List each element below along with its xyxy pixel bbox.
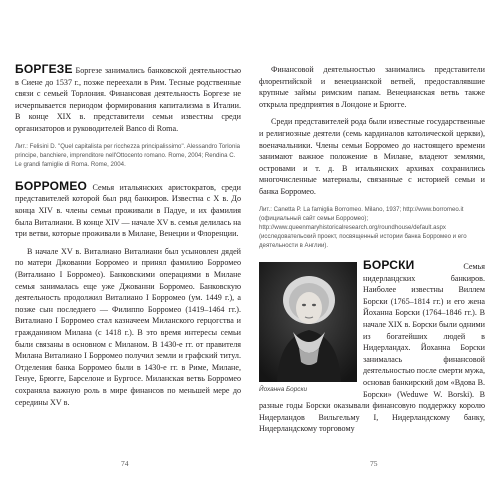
literature-borgeze: Лит.: Felisini D. "Quel capitalista per ricchezza principalissimo". Alessandro Torlonia principe, banchiere, imprenditore nell'Ottocento romano. Rome, 2004; Rendina C. Le grandi famiglie di Roma. Rome, 2004. (15, 142, 241, 168)
entry-borgeze (15, 64, 241, 135)
portrait-johanna-borski (259, 262, 357, 382)
entry-text-borgeze: Боргезе занимались банковской деятельностью в Сиене до 1537 г., позже переехали в Рим. Тесные родственные связи с семьей Торлония. Финансовая деятельность Боргезе не исчерпывается периодом формирования капитализма в Италии. В конце XIX в. представители семьи известны среди организаторов и руководителей Banco di Roma. (15, 66, 241, 133)
paragraph-borromeo-family: Среди представителей рода были известные государственные и религиозные деятели (семь кардиналов католической церкви), военачальники. Члены семьи Борромео до настоящего времени занимают важное положение в Милане, владеют землями, островами и т. д. В итальянских архивах сохранились многочисленные материалы, связанные с историей семьи и банка Борромео. (259, 117, 485, 196)
entry-text-borromeo: Семья итальянских аристократов, среди представителей которой был ряд банкиров. Известна с X в. До конца XIV в. члены семьи проживали в Падуе, и их фамилия была Виталиани. В конце XIV — начале XV в. семья делилась на три ветви, которые проживали в Милане, Венеции и Флоренции. (15, 182, 241, 239)
portrait-figure (259, 262, 357, 393)
left-page (15, 64, 241, 408)
page-number-left: 74 (121, 459, 129, 468)
portrait-caption: Йоханна Борски (259, 386, 308, 393)
page-number-right: 75 (370, 459, 378, 468)
entry-heading-borromeo: БОРРОМЕО (15, 178, 88, 193)
literature-borromeo: Лит.: Canetta P. La famiglia Borromeo. Milano, 1937; http://www.borromeo.it (официальный сайт семьи Борромео); http://www.queenmaryhistoricalresearch.org/roundhouse/default.aspx (исследовательский проект, посвященный истории банка Борромео и его деятельности в Англии). (259, 205, 467, 249)
entry-heading-borgeze: БОРГЕЗЕ (15, 62, 73, 76)
entry-borromeo (15, 178, 241, 240)
paragraph-borromeo-history: В начале XV в. Виталиано Виталиани был усыновлен дядей по матери Джованни Борромео и принял фамилию Борромео (Виталиано I Борромео). Банковскими операциями в Милане семья занималась еще уже Джованни Борромео. Банковскую деятельность продолжил Виталиано I Борромео (ум. 1449 г.), а позже сын последнего — Филиппо Борромео (1419–1464 гг.). Виталиано I Борромео стал казначеем Миланского герцогства и гражданином Милана (с 1418 г.). В это время интересы семьи были связаны в основном с Миланом. В 1430-е гг. от правителя Милана Виталиано I Борромео получил земли и графский титул. Отделения банка Борромео были в 1430-е гг. в Риме, Милане, Генуе, Брюгге, Барселоне и Бургосе. Миланская ветвь Борромео сохраняла важную роль в мире финансов по меньшей мере до середины XV в. (15, 246, 241, 407)
entry-heading-borski: БОРСКИ (363, 258, 415, 272)
right-page (259, 64, 485, 435)
entry-text-borski: Семья нидерландских банкиров. Наиболее известны Виллем Борски (1765–1814 гг.) и его жена Йоханна Борски (1764–1846 гг.). В начале XIX в. Борски были одними из богатейших людей в Нидерландах. Йоханна Борски занималась финансовой деятельностью после смерти мужа, основав банкирский дом «Вдова В. Борски» (Weduwe W. Borski). В разные годы Борски оказывали финансовую поддержку королю Нидерландов Вильгельму I, Нидерландскому банку, Нидерландскому торговому (259, 262, 485, 434)
paragraph-borromeo-finance: Финансовой деятельностью занимались представители флорентийской и венецианской ветвей, предоставлявшие крупные займы римским папам. Венецианская ветвь также открыла предприятия в Лондоне и Брюгге. (259, 65, 485, 109)
